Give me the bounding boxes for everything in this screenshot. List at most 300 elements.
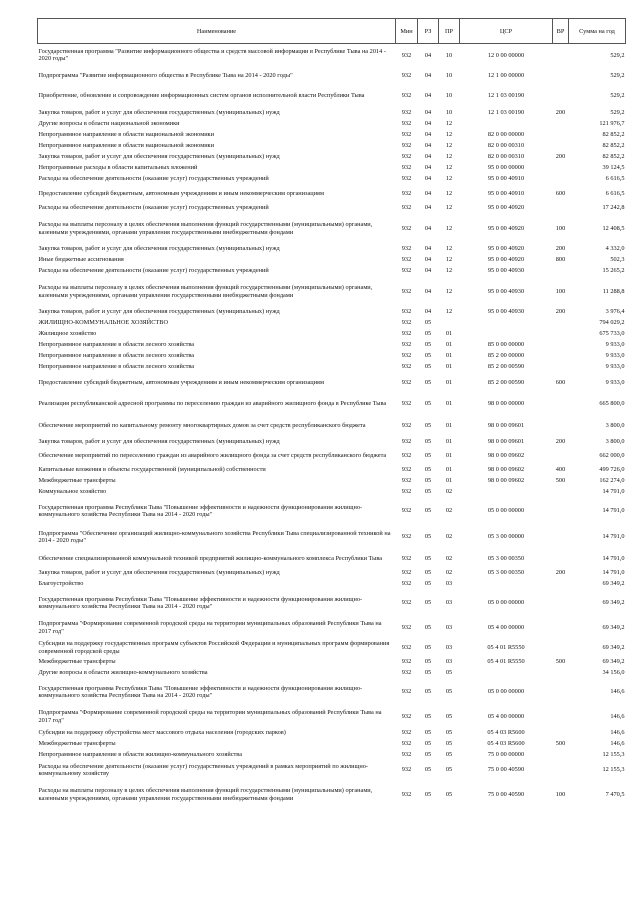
cell-min: 932 xyxy=(401,352,412,360)
cell-name: Государственная программа Республики Тыва "Повышение эффективности и надежности функционирования жилищно-коммунального хозяйства Республики Тыва на 2014 - 2020 годы" xyxy=(38,684,363,699)
cell-rz: 04 xyxy=(424,256,432,264)
table-row xyxy=(38,437,626,448)
cell-vr xyxy=(553,668,569,679)
cell-vr: 100 xyxy=(555,790,566,798)
cell-pr: 01 xyxy=(445,399,453,407)
table-row xyxy=(38,44,626,67)
cell-sum: 9 933,0 xyxy=(605,363,625,371)
cell-pr: 05 xyxy=(445,790,453,798)
cell-csr xyxy=(460,668,553,679)
cell-pr: 12 xyxy=(445,204,453,212)
table-row xyxy=(38,255,626,266)
cell-csr: 95 0 00 40920 xyxy=(487,245,525,253)
cell-sum: 9 933,0 xyxy=(605,352,625,360)
cell-pr xyxy=(439,318,460,329)
cell-min: 932 xyxy=(401,488,412,496)
cell-rz: 05 xyxy=(424,766,432,774)
cell-vr xyxy=(553,174,569,185)
cell-vr xyxy=(553,340,569,351)
cell-name: Подпрограмма "Формирование современной городской среды на территории муниципальных образований Республики Тыва на 2017 год" xyxy=(38,620,382,635)
cell-vr: 100 xyxy=(555,287,566,295)
cell-vr xyxy=(553,266,569,277)
cell-csr: 85 2 00 00590 xyxy=(487,363,525,371)
cell-pr: 12 xyxy=(445,189,453,197)
cell-csr xyxy=(460,329,553,340)
cell-vr xyxy=(553,203,569,214)
cell-rz: 05 xyxy=(424,658,432,666)
cell-vr xyxy=(553,617,569,639)
cell-vr xyxy=(553,329,569,340)
cell-min: 932 xyxy=(401,175,412,183)
cell-sum: 7 470,5 xyxy=(605,790,625,798)
cell-sum: 146,6 xyxy=(610,740,625,748)
table-row xyxy=(38,163,626,174)
cell-csr: 05 0 00 00000 xyxy=(487,599,525,607)
table-row xyxy=(38,465,626,476)
cell-sum: 82 852,2 xyxy=(602,153,625,161)
cell-rz: 05 xyxy=(424,533,432,541)
cell-sum: 529,2 xyxy=(610,71,625,79)
cell-min: 932 xyxy=(401,189,412,197)
table-row xyxy=(38,185,626,203)
cell-csr: 98 0 00 09601 xyxy=(487,438,525,446)
table-body xyxy=(38,44,626,810)
cell-rz: 05 xyxy=(424,712,432,720)
cell-rz: 05 xyxy=(424,452,432,460)
cell-csr xyxy=(460,318,553,329)
cell-csr: 98 0 00 09602 xyxy=(487,477,525,485)
cell-pr: 01 xyxy=(445,378,453,386)
cell-csr: 95 0 00 40930 xyxy=(487,308,525,316)
cell-min: 932 xyxy=(401,466,412,474)
cell-vr xyxy=(553,498,569,525)
cell-vr xyxy=(553,448,569,465)
cell-name: Расходы на обеспечение деятельности (оказание услуг) государственных учреждений в рамках мероприятий по жилищно-коммунальному хозяйству xyxy=(38,762,369,777)
table-row xyxy=(38,739,626,750)
cell-pr: 02 xyxy=(445,533,453,541)
cell-name: Предоставление субсидий бюджетным, автономным учреждениям и иным некоммерческим организациям xyxy=(38,378,324,386)
cell-sum: 82 852,2 xyxy=(602,142,625,150)
cell-rz: 05 xyxy=(424,599,432,607)
cell-name: Государственная программа Республики Тыва "Повышение эффективности и надежности функционирования жилищно-коммунального хозяйства Республики Тыва на 2014 - 2020 годы" xyxy=(38,595,363,610)
cell-pr: 12 xyxy=(445,287,453,295)
cell-pr: 01 xyxy=(445,438,453,446)
cell-min: 932 xyxy=(401,341,412,349)
cell-rz: 05 xyxy=(424,378,432,386)
table-row xyxy=(38,351,626,362)
cell-min: 932 xyxy=(401,378,412,386)
cell-pr: 12 xyxy=(445,308,453,316)
table-row xyxy=(38,329,626,340)
cell-min: 932 xyxy=(401,71,412,79)
cell-rz: 05 xyxy=(424,330,432,338)
col-header-sum: Сумма на год xyxy=(569,19,626,44)
cell-name: Закупка товаров, работ и услуг для обеспечения государственных (муниципальных) нужд xyxy=(38,245,280,253)
cell-csr: 75 0 00 40590 xyxy=(487,766,525,774)
table-row xyxy=(38,728,626,739)
cell-min: 932 xyxy=(401,569,412,577)
cell-name: Непрограммные расходы в области капитальных вложений xyxy=(38,164,198,172)
cell-rz: 05 xyxy=(424,466,432,474)
cell-rz: 05 xyxy=(424,751,432,759)
cell-name: Подпрограмма "Обеспечение организаций жилищно-коммунального хозяйства Республики Тыва специализированной техникой на 2014 - 2020 годы" xyxy=(38,529,391,544)
cell-sum: 665 800,0 xyxy=(599,399,625,407)
cell-min: 932 xyxy=(401,643,412,651)
cell-csr: 12 1 03 00190 xyxy=(487,109,525,117)
cell-csr: 05 4 01 R5550 xyxy=(487,658,525,666)
cell-sum: 69 349,2 xyxy=(602,599,625,607)
cell-vr: 200 xyxy=(555,308,566,316)
cell-min: 932 xyxy=(401,658,412,666)
cell-vr: 500 xyxy=(555,477,566,485)
table-row xyxy=(38,119,626,130)
cell-sum: 146,6 xyxy=(610,729,625,737)
cell-min: 932 xyxy=(401,554,412,562)
cell-name: Предоставление субсидий бюджетным, автономным учреждениям и иным некоммерческим организациям xyxy=(38,189,324,197)
cell-min: 932 xyxy=(401,477,412,485)
cell-rz: 04 xyxy=(424,131,432,139)
cell-name: Расходы на выплаты персоналу в целях обеспечения выполнения функций государственными (муниципальными) органами, казенными учреждениями, органами управления государственными внебюджетными фондами xyxy=(38,221,373,236)
cell-rz: 05 xyxy=(424,507,432,515)
table-row xyxy=(38,780,626,810)
cell-sum: 162 274,0 xyxy=(599,477,625,485)
cell-pr: 10 xyxy=(445,51,453,59)
cell-sum: 9 933,0 xyxy=(605,341,625,349)
cell-name: Реализация республиканской адресной программы по переселению граждан из аварийного жилищного фонда в Республике Тыва xyxy=(38,399,387,407)
cell-rz: 05 xyxy=(424,399,432,407)
cell-vr: 800 xyxy=(555,256,566,264)
cell-name: Жилищное хозяйство xyxy=(38,330,97,338)
cell-pr: 12 xyxy=(445,153,453,161)
cell-pr: 12 xyxy=(445,224,453,232)
cell-vr xyxy=(553,415,569,437)
cell-min: 932 xyxy=(401,330,412,338)
cell-name: Подпрограмма "Развитие информационного общества в Республике Тыва на 2014 - 2020 годы" xyxy=(38,71,293,79)
cell-sum: 675 733,0 xyxy=(599,330,625,338)
cell-name: Субсидии на поддержку государственных программ субъектов Российской Федерации и муниципальных программ формирования современной городской среды xyxy=(38,640,390,655)
cell-vr xyxy=(553,351,569,362)
table-row xyxy=(38,318,626,329)
cell-csr: 82 0 00 00310 xyxy=(487,142,525,150)
cell-rz: 04 xyxy=(424,224,432,232)
cell-min: 932 xyxy=(401,669,412,677)
cell-vr xyxy=(553,130,569,141)
cell-vr xyxy=(553,590,569,617)
cell-name: Закупка товаров, работ и услуг для обеспечения государственных (муниципальных) нужд xyxy=(38,109,280,117)
cell-min: 932 xyxy=(401,308,412,316)
cell-name: Расходы на выплаты персоналу в целях обеспечения выполнения функций государственными (муниципальными) органами, казенными учреждениями, органами управления государственными внебюджетными фондами xyxy=(38,787,373,802)
cell-sum: 14 791,0 xyxy=(602,507,625,515)
cell-rz: 04 xyxy=(424,153,432,161)
cell-sum: 82 852,2 xyxy=(602,131,625,139)
table-row xyxy=(38,340,626,351)
table-row xyxy=(38,448,626,465)
cell-rz: 05 xyxy=(424,488,432,496)
cell-vr xyxy=(553,163,569,174)
cell-rz: 04 xyxy=(424,71,432,79)
col-header-rz: РЗ xyxy=(418,19,439,44)
cell-vr xyxy=(553,393,569,415)
table-row xyxy=(38,590,626,617)
cell-name: ЖИЛИЩНО-КОММУНАЛЬНОЕ ХОЗЯЙСТВО xyxy=(38,319,169,327)
table-row xyxy=(38,362,626,373)
cell-sum: 14 791,0 xyxy=(602,554,625,562)
cell-rz: 04 xyxy=(424,204,432,212)
cell-rz: 05 xyxy=(424,421,432,429)
cell-vr xyxy=(553,706,569,728)
cell-name: Межбюджетные трансферты xyxy=(38,740,116,748)
cell-name: Расходы на обеспечение деятельности (оказание услуг) государственных учреждений xyxy=(38,267,269,275)
col-header-min: Мин xyxy=(396,19,418,44)
table-row xyxy=(38,617,626,639)
cell-sum: 11 288,8 xyxy=(602,287,625,295)
cell-pr: 05 xyxy=(445,669,453,677)
cell-sum: 6 616,5 xyxy=(605,189,625,197)
cell-pr: 10 xyxy=(445,71,453,79)
cell-pr: 01 xyxy=(445,466,453,474)
cell-name: Межбюджетные трансферты xyxy=(38,477,116,485)
cell-min: 932 xyxy=(401,92,412,100)
cell-name: Закупка товаров, работ и услуг для обеспечения государственных (муниципальных) нужд xyxy=(38,438,280,446)
cell-csr: 95 0 00 40910 xyxy=(487,189,525,197)
cell-vr xyxy=(553,728,569,739)
cell-rz: 05 xyxy=(424,554,432,562)
cell-rz: 05 xyxy=(424,363,432,371)
cell-vr xyxy=(553,362,569,373)
cell-vr: 200 xyxy=(555,153,566,161)
cell-rz: 04 xyxy=(424,120,432,128)
cell-min: 932 xyxy=(401,245,412,253)
cell-vr: 600 xyxy=(555,378,566,386)
cell-csr: 98 0 00 00000 xyxy=(487,399,525,407)
cell-rz: 05 xyxy=(424,623,432,631)
cell-rz: 04 xyxy=(424,267,432,275)
cell-vr xyxy=(553,487,569,498)
cell-pr: 05 xyxy=(445,729,453,737)
cell-csr: 95 0 00 40920 xyxy=(487,224,525,232)
cell-csr: 85 2 00 00000 xyxy=(487,352,525,360)
cell-sum: 12 155,3 xyxy=(602,766,625,774)
cell-csr: 12 1 03 00190 xyxy=(487,92,525,100)
cell-pr: 03 xyxy=(445,658,453,666)
cell-csr: 95 0 00 40920 xyxy=(487,256,525,264)
cell-min: 932 xyxy=(401,740,412,748)
cell-sum: 3 976,4 xyxy=(605,308,625,316)
cell-csr: 95 0 00 00000 xyxy=(487,164,525,172)
cell-pr: 05 xyxy=(445,688,453,696)
cell-pr: 12 xyxy=(445,142,453,150)
table-row xyxy=(38,487,626,498)
cell-pr: 01 xyxy=(445,477,453,485)
cell-min: 932 xyxy=(401,224,412,232)
table-row xyxy=(38,657,626,668)
cell-pr: 01 xyxy=(445,452,453,460)
cell-vr xyxy=(553,44,569,67)
cell-vr: 600 xyxy=(555,189,566,197)
cell-sum: 4 332,0 xyxy=(605,245,625,253)
cell-sum: 146,6 xyxy=(610,688,625,696)
cell-rz: 05 xyxy=(424,729,432,737)
cell-csr: 98 0 00 09602 xyxy=(487,466,525,474)
cell-name: Государственная программа Республики Тыва "Повышение эффективности и надежности функционирования жилищно-коммунального хозяйства Республики Тыва на 2014 - 2020 годы" xyxy=(38,503,363,518)
cell-name: Расходы на обеспечение деятельности (оказание услуг) государственных учреждений xyxy=(38,204,269,212)
cell-min: 932 xyxy=(401,153,412,161)
cell-pr: 05 xyxy=(445,712,453,720)
cell-name: Непрограммное направление в области национальной экономики xyxy=(38,142,214,150)
cell-rz: 05 xyxy=(424,580,432,588)
cell-name: Другие вопросы в области национальной экономики xyxy=(38,120,180,128)
cell-name: Закупка товаров, работ и услуг для обеспечения государственных (муниципальных) нужд xyxy=(38,569,280,577)
cell-name: Непрограммное направление в области лесного хозяйства xyxy=(38,341,195,349)
cell-min: 932 xyxy=(401,421,412,429)
cell-rz: 04 xyxy=(424,109,432,117)
cell-rz: 04 xyxy=(424,287,432,295)
cell-min: 932 xyxy=(401,267,412,275)
cell-rz: 04 xyxy=(424,164,432,172)
cell-rz: 04 xyxy=(424,142,432,150)
cell-csr: 95 0 00 40920 xyxy=(487,204,525,212)
cell-vr xyxy=(553,141,569,152)
cell-csr: 05 3 00 00350 xyxy=(487,569,525,577)
cell-vr: 100 xyxy=(555,224,566,232)
cell-sum: 69 349,2 xyxy=(602,643,625,651)
cell-csr: 05 3 00 00350 xyxy=(487,554,525,562)
cell-pr: 01 xyxy=(445,341,453,349)
cell-sum: 529,2 xyxy=(610,92,625,100)
cell-sum: 529,2 xyxy=(610,51,625,59)
cell-rz: 05 xyxy=(424,669,432,677)
cell-vr xyxy=(553,525,569,550)
cell-csr: 95 0 00 40910 xyxy=(487,175,525,183)
table-row xyxy=(38,214,626,244)
cell-rz: 05 xyxy=(424,569,432,577)
cell-csr: 05 4 00 00000 xyxy=(487,712,525,720)
table-row xyxy=(38,373,626,393)
cell-vr: 500 xyxy=(555,740,566,748)
cell-pr: 05 xyxy=(445,751,453,759)
cell-pr: 03 xyxy=(445,599,453,607)
cell-csr: 05 0 00 00000 xyxy=(487,507,525,515)
cell-name: Расходы на выплаты персоналу в целях обеспечения выполнения функций государственными (муниципальными) органами, казенными учреждениями, органами управления государственными внебюджетными фондами xyxy=(38,284,373,299)
cell-rz: 05 xyxy=(424,740,432,748)
table-row xyxy=(38,706,626,728)
table-row xyxy=(38,152,626,163)
cell-vr xyxy=(553,679,569,706)
cell-name: Обеспечение мероприятий по переселению граждан из аварийного жилищного фонда за счет средств республиканского бюджета xyxy=(38,452,387,460)
cell-rz: 04 xyxy=(424,51,432,59)
cell-csr: 75 0 00 40590 xyxy=(487,790,525,798)
table-header-row xyxy=(38,19,626,44)
cell-pr: 10 xyxy=(445,92,453,100)
cell-sum: 15 265,2 xyxy=(602,267,625,275)
cell-rz: 04 xyxy=(424,175,432,183)
cell-pr: 12 xyxy=(445,245,453,253)
cell-sum: 499 726,0 xyxy=(599,466,625,474)
cell-min: 932 xyxy=(401,120,412,128)
cell-pr: 01 xyxy=(445,352,453,360)
cell-csr: 98 0 00 09601 xyxy=(487,421,525,429)
cell-sum: 502,3 xyxy=(610,256,625,264)
cell-rz: 04 xyxy=(424,245,432,253)
table-row xyxy=(38,266,626,277)
cell-pr: 12 xyxy=(445,164,453,172)
col-header-csr: ЦСР xyxy=(460,19,553,44)
cell-min: 932 xyxy=(401,766,412,774)
cell-pr: 02 xyxy=(445,488,453,496)
cell-name: Обеспечение мероприятий по капитальному ремонту многоквартирных домов за счет средств республиканского бюджета xyxy=(38,421,366,429)
table-row xyxy=(38,750,626,761)
cell-min: 932 xyxy=(401,438,412,446)
cell-csr: 98 0 00 09602 xyxy=(487,452,525,460)
cell-csr xyxy=(460,579,553,590)
cell-vr xyxy=(553,639,569,657)
table-row xyxy=(38,244,626,255)
table-row xyxy=(38,203,626,214)
cell-vr: 200 xyxy=(555,109,566,117)
table-row xyxy=(38,639,626,657)
cell-name: Благоустройство xyxy=(38,580,84,588)
cell-rz: 05 xyxy=(424,790,432,798)
cell-csr xyxy=(460,119,553,130)
cell-pr: 12 xyxy=(445,175,453,183)
cell-min: 932 xyxy=(401,363,412,371)
cell-vr xyxy=(553,579,569,590)
cell-pr: 05 xyxy=(445,740,453,748)
cell-csr: 05 4 03 R5600 xyxy=(487,740,525,748)
cell-vr: 200 xyxy=(555,438,566,446)
table-row xyxy=(38,130,626,141)
cell-sum: 69 349,2 xyxy=(602,580,625,588)
cell-min: 932 xyxy=(401,751,412,759)
cell-sum: 3 800,0 xyxy=(605,421,625,429)
table-row xyxy=(38,277,626,307)
cell-min: 932 xyxy=(401,452,412,460)
cell-csr: 05 4 00 00000 xyxy=(487,623,525,631)
cell-sum: 14 791,0 xyxy=(602,488,625,496)
col-header-vr: ВР xyxy=(553,19,569,44)
cell-csr: 05 3 00 00000 xyxy=(487,533,525,541)
table-row xyxy=(38,174,626,185)
cell-sum: 12 408,5 xyxy=(602,224,625,232)
table-row xyxy=(38,568,626,579)
cell-sum: 662 000,0 xyxy=(599,452,625,460)
cell-sum: 69 349,2 xyxy=(602,658,625,666)
cell-min: 932 xyxy=(401,580,412,588)
cell-name: Коммунальное хозяйство xyxy=(38,488,107,496)
table-row xyxy=(38,668,626,679)
cell-min: 932 xyxy=(401,319,412,327)
cell-pr: 02 xyxy=(445,569,453,577)
table-row xyxy=(38,579,626,590)
cell-min: 932 xyxy=(401,256,412,264)
cell-min: 932 xyxy=(401,131,412,139)
cell-csr: 85 0 00 00000 xyxy=(487,341,525,349)
cell-csr xyxy=(460,487,553,498)
cell-min: 932 xyxy=(401,688,412,696)
cell-pr: 02 xyxy=(445,554,453,562)
cell-sum: 14 791,0 xyxy=(602,569,625,577)
cell-rz: 05 xyxy=(424,688,432,696)
table-row xyxy=(38,761,626,780)
cell-pr: 01 xyxy=(445,330,453,338)
cell-min: 932 xyxy=(401,623,412,631)
cell-sum: 34 156,0 xyxy=(602,669,625,677)
cell-name: Расходы на обеспечение деятельности (оказание услуг) государственных учреждений xyxy=(38,175,269,183)
cell-name: Закупка товаров, работ и услуг для обеспечения государственных (муниципальных) нужд xyxy=(38,308,280,316)
cell-csr: 12 0 00 00000 xyxy=(487,51,525,59)
cell-sum: 12 155,3 xyxy=(602,751,625,759)
cell-name: Субсидии на поддержку обустройства мест массового отдыха населения (городских парков) xyxy=(38,729,286,737)
